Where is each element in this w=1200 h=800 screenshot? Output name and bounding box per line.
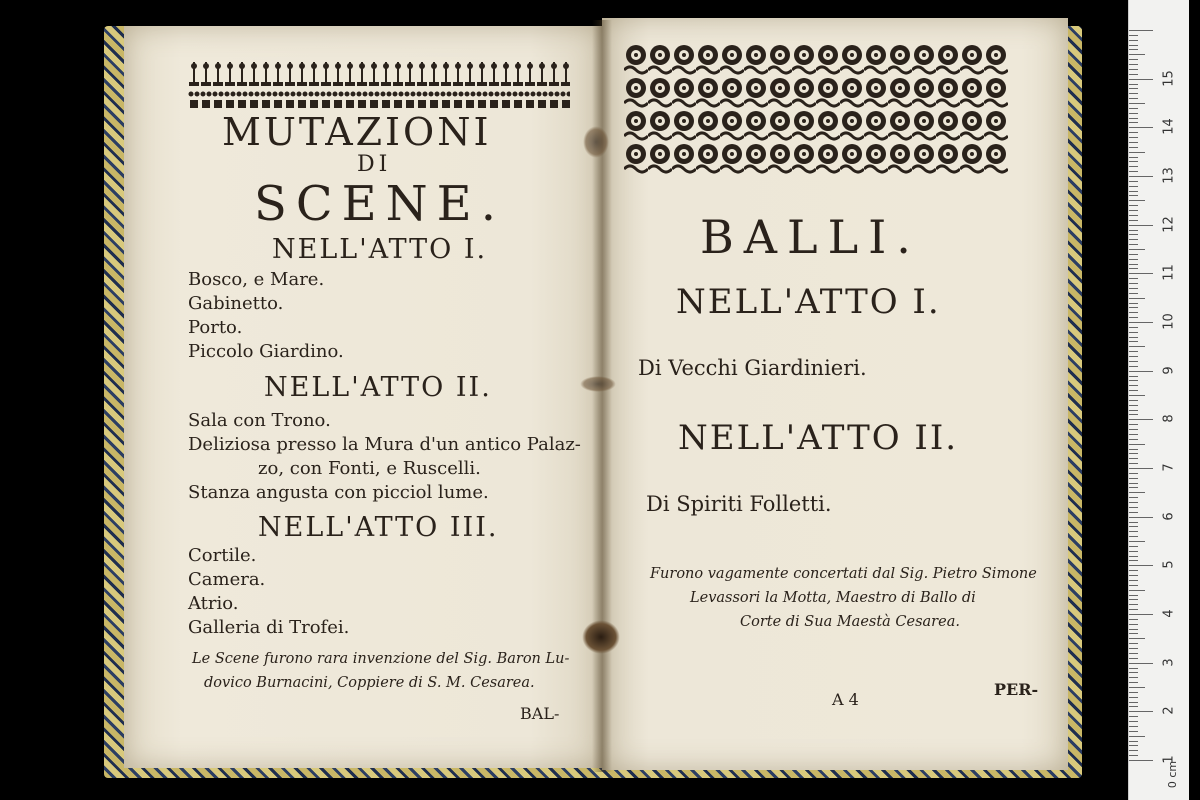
- ruler-tick: [1129, 760, 1153, 761]
- ruler-tick: [1129, 458, 1138, 459]
- ruler-tick: [1129, 385, 1138, 386]
- ruler-tick: [1129, 497, 1138, 498]
- ruler-tick: [1129, 74, 1138, 75]
- ruler-tick: [1129, 210, 1138, 211]
- scene-item: Piccolo Giardino.: [188, 341, 344, 362]
- binding-hole: [582, 620, 620, 654]
- ruler-tick: [1129, 191, 1138, 192]
- ruler-tick: [1129, 307, 1138, 308]
- ruler-tick: [1129, 419, 1153, 420]
- ruler-tick: [1129, 312, 1138, 313]
- ruler-tick: [1129, 585, 1138, 586]
- act3-heading-left: NELL'ATTO III.: [258, 512, 499, 543]
- ruler-tick: [1129, 706, 1138, 707]
- ruler-tick: [1129, 127, 1153, 128]
- ruler-tick: [1129, 137, 1138, 138]
- ruler-number: 7: [1161, 463, 1177, 472]
- ruler-tick: [1129, 341, 1138, 342]
- ruler-tick: [1129, 249, 1145, 250]
- ruler-tick: [1129, 376, 1138, 377]
- title-balli: BALLI.: [700, 210, 921, 264]
- ruler-tick: [1129, 84, 1138, 85]
- ruler-tick: [1129, 697, 1138, 698]
- scene-item: Porto.: [188, 317, 243, 338]
- scene-item: Cortile.: [188, 545, 257, 566]
- ruler-tick: [1129, 692, 1138, 693]
- catchword-left: BAL-: [520, 704, 560, 723]
- ruler-tick: [1129, 225, 1153, 226]
- ruler-tick: [1129, 658, 1138, 659]
- ballet-item: Di Spiriti Folletti.: [646, 492, 832, 516]
- ruler-number: 11: [1161, 264, 1177, 282]
- ruler-tick: [1129, 103, 1145, 104]
- ruler-tick: [1129, 546, 1138, 547]
- ruler-tick: [1129, 668, 1138, 669]
- ruler-tick: [1129, 711, 1153, 712]
- ruler-tick: [1129, 268, 1138, 269]
- ruler-tick: [1129, 79, 1153, 80]
- ruler-tick: [1129, 570, 1138, 571]
- ruler-tick: [1129, 599, 1138, 600]
- ruler-tick: [1129, 147, 1138, 148]
- ruler-tick: [1129, 88, 1138, 89]
- ruler-tick: [1129, 64, 1138, 65]
- ruler-tick: [1129, 390, 1138, 391]
- act2-heading-right: NELL'ATTO II.: [678, 418, 959, 458]
- ruler-tick: [1129, 517, 1153, 518]
- ruler-tick: [1129, 614, 1153, 615]
- ruler-tick: [1129, 580, 1138, 581]
- ruler-tick: [1129, 69, 1138, 70]
- ruler-number: 8: [1161, 414, 1177, 423]
- ruler-tick: [1129, 166, 1138, 167]
- ruler-tick: [1129, 536, 1138, 537]
- signature-mark: A 4: [832, 690, 859, 709]
- ruler-tick: [1129, 434, 1138, 435]
- act2-heading-left: NELL'ATTO II.: [264, 372, 492, 403]
- scene-item: Galleria di Trofei.: [188, 617, 350, 638]
- ruler-tick: [1129, 45, 1138, 46]
- ballet-credit: Furono vagamente concertati dal Sig. Pietro Simone: [650, 566, 1037, 582]
- ruler-tick: [1129, 468, 1153, 469]
- ruler-tick: [1129, 638, 1145, 639]
- ruler-tick: [1129, 663, 1153, 664]
- ruler-tick: [1129, 429, 1138, 430]
- ruler-tick: [1129, 405, 1138, 406]
- ruler-tick: [1129, 35, 1138, 36]
- ruler-tick: [1129, 609, 1138, 610]
- ruler-tick: [1129, 351, 1138, 352]
- scene-item: Sala con Trono.: [188, 410, 331, 431]
- ruler-tick: [1129, 118, 1138, 119]
- ruler-tick: [1129, 176, 1153, 177]
- ruler-tick: [1129, 132, 1138, 133]
- scene-item: Deliziosa presso la Mura d'un antico Palaz-: [188, 434, 581, 455]
- ruler-tick: [1129, 181, 1138, 182]
- ruler-tick: [1129, 473, 1138, 474]
- ruler-tick: [1129, 502, 1138, 503]
- ruler-tick: [1129, 526, 1138, 527]
- ruler-tick: [1129, 590, 1145, 591]
- ruler-number: 2: [1161, 706, 1177, 715]
- ruler-tick: [1129, 736, 1145, 737]
- scene-item: Bosco, e Mare.: [188, 269, 325, 290]
- ruler-number: 10: [1161, 313, 1177, 330]
- ballet-item: Di Vecchi Giardinieri.: [638, 356, 867, 380]
- ruler-number: 4: [1161, 609, 1177, 618]
- scene-item: Stanza angusta con picciol lume.: [188, 482, 489, 503]
- ruler-tick: [1129, 356, 1138, 357]
- ruler-tick: [1129, 400, 1138, 401]
- ballet-credit: Corte di Sua Maestà Cesarea.: [740, 614, 960, 630]
- title-scene: SCENE.: [254, 176, 505, 232]
- ruler-tick: [1129, 619, 1138, 620]
- ruler-tick: [1129, 483, 1138, 484]
- ruler-tick: [1129, 575, 1138, 576]
- ruler-tick: [1129, 741, 1138, 742]
- ruler-tick: [1129, 522, 1138, 523]
- ruler-number: 1: [1161, 755, 1177, 764]
- ruler-tick: [1129, 755, 1138, 756]
- ruler-tick: [1129, 288, 1138, 289]
- ruler-tick: [1129, 230, 1138, 231]
- ruler-tick: [1129, 745, 1138, 746]
- ruler-tick: [1129, 200, 1145, 201]
- ruler-tick: [1129, 633, 1138, 634]
- ruler-tick: [1129, 366, 1138, 367]
- ruler-tick: [1129, 682, 1138, 683]
- title-mutazioni: MUTAZIONI: [222, 110, 492, 154]
- ruler-tick: [1129, 283, 1138, 284]
- ruler-tick: [1129, 512, 1138, 513]
- ruler-tick: [1129, 604, 1138, 605]
- scene-item: Camera.: [188, 569, 266, 590]
- ruler-tick: [1129, 453, 1138, 454]
- ornament-band-icon: [188, 60, 570, 112]
- ruler-tick: [1129, 30, 1153, 31]
- ruler-tick: [1129, 273, 1153, 274]
- ruler-tick: [1129, 157, 1138, 158]
- ruler-tick: [1129, 449, 1138, 450]
- ruler-number: 3: [1161, 658, 1177, 667]
- ruler-tick: [1129, 332, 1138, 333]
- ruler-tick: [1129, 551, 1138, 552]
- ruler-tick: [1129, 624, 1138, 625]
- ruler-tick: [1129, 108, 1138, 109]
- ruler-tick: [1129, 444, 1145, 445]
- ruler-tick: [1129, 317, 1138, 318]
- ruler-tick: [1129, 303, 1138, 304]
- ruler-tick: [1129, 220, 1138, 221]
- scene-item: Atrio.: [188, 593, 239, 614]
- ruler-number: 5: [1161, 560, 1177, 569]
- ruler-tick: [1129, 239, 1138, 240]
- ruler-tick: [1129, 152, 1145, 153]
- ruler-tick: [1129, 278, 1138, 279]
- ruler-tick: [1129, 171, 1138, 172]
- ruler-tick: [1129, 687, 1145, 688]
- ruler-tick: [1129, 254, 1138, 255]
- ruler-tick: [1129, 380, 1138, 381]
- ruler-tick: [1129, 648, 1138, 649]
- ruler-tick: [1129, 205, 1138, 206]
- ruler-tick: [1129, 716, 1138, 717]
- ruler-tick: [1129, 414, 1138, 415]
- ruler-tick: [1129, 327, 1138, 328]
- ruler-tick: [1129, 463, 1138, 464]
- ruler-tick: [1129, 672, 1138, 673]
- ruler-tick: [1129, 677, 1138, 678]
- ruler-number: 13: [1161, 167, 1177, 184]
- ruler-tick: [1129, 726, 1138, 727]
- ruler-tick: [1129, 293, 1138, 294]
- scene-item: zo, con Fonti, e Ruscelli.: [258, 458, 481, 479]
- scene-credit: dovico Burnacini, Coppiere di S. M. Cesarea.: [204, 675, 535, 691]
- ruler-tick: [1129, 54, 1145, 55]
- act1-heading-right: NELL'ATTO I.: [676, 282, 941, 322]
- ruler-tick: [1129, 410, 1138, 411]
- ruler-tick: [1129, 629, 1138, 630]
- ruler-number: 6: [1161, 512, 1177, 521]
- ruler-tick: [1129, 643, 1138, 644]
- ruler-number: 9: [1161, 366, 1177, 375]
- ruler-tick: [1129, 361, 1138, 362]
- ruler-tick: [1129, 215, 1138, 216]
- ruler-tick: [1129, 541, 1145, 542]
- ruler-tick: [1129, 395, 1145, 396]
- ruler-tick: [1129, 560, 1138, 561]
- ruler-tick: [1129, 337, 1138, 338]
- scene-item: Gabinetto.: [188, 293, 284, 314]
- ruler-tick: [1129, 750, 1138, 751]
- ruler-tick: [1129, 244, 1138, 245]
- ruler-tick: [1129, 113, 1138, 114]
- binding-thread: [580, 376, 616, 392]
- ruler-tick: [1129, 731, 1138, 732]
- catchword-right: PER-: [994, 680, 1039, 699]
- ruler-tick: [1129, 161, 1138, 162]
- ruler-tick: [1129, 186, 1138, 187]
- ruler-tick: [1129, 49, 1138, 50]
- ruler-tick: [1129, 195, 1138, 196]
- ruler-tick: [1129, 264, 1138, 265]
- ruler-tick: [1129, 556, 1138, 557]
- ruler-tick: [1129, 492, 1145, 493]
- ruler-tick: [1129, 346, 1145, 347]
- ruler-number: 12: [1161, 215, 1177, 233]
- ruler-tick: [1129, 487, 1138, 488]
- ruler-tick: [1129, 439, 1138, 440]
- ruler-unit: 0 cm: [1166, 760, 1180, 789]
- binding-thread: [583, 126, 609, 158]
- ruler-tick: [1129, 234, 1138, 235]
- scene-credit: Le Scene furono rara invenzione del Sig. Baron Lu-: [192, 651, 570, 667]
- measuring-ruler: [1128, 0, 1189, 800]
- ruler-tick: [1129, 478, 1138, 479]
- ruler-tick: [1129, 531, 1138, 532]
- ruler-tick: [1129, 371, 1153, 372]
- ruler-tick: [1129, 721, 1138, 722]
- ruler-number: 15: [1161, 69, 1177, 87]
- ruler-tick: [1129, 424, 1138, 425]
- ruler-tick: [1129, 142, 1138, 143]
- ruler-tick: [1129, 122, 1138, 123]
- ruler-tick: [1129, 59, 1138, 60]
- ruler-tick: [1129, 702, 1138, 703]
- ruler-tick: [1129, 93, 1138, 94]
- ruler-tick: [1129, 653, 1138, 654]
- ruler-tick: [1129, 298, 1145, 299]
- ruler-tick: [1129, 507, 1138, 508]
- ballet-credit: Levassori la Motta, Maestro di Ballo di: [690, 590, 976, 606]
- ruler-tick: [1129, 595, 1138, 596]
- ruler-tick: [1129, 322, 1153, 323]
- floral-headpiece-icon: [624, 42, 1008, 174]
- title-di: DI: [357, 152, 392, 177]
- ruler-number: 14: [1161, 118, 1177, 136]
- ruler-tick: [1129, 259, 1138, 260]
- ruler-tick: [1129, 565, 1153, 566]
- act1-heading-left: NELL'ATTO I.: [272, 234, 488, 265]
- ruler-tick: [1129, 98, 1138, 99]
- ruler-tick: [1129, 40, 1138, 41]
